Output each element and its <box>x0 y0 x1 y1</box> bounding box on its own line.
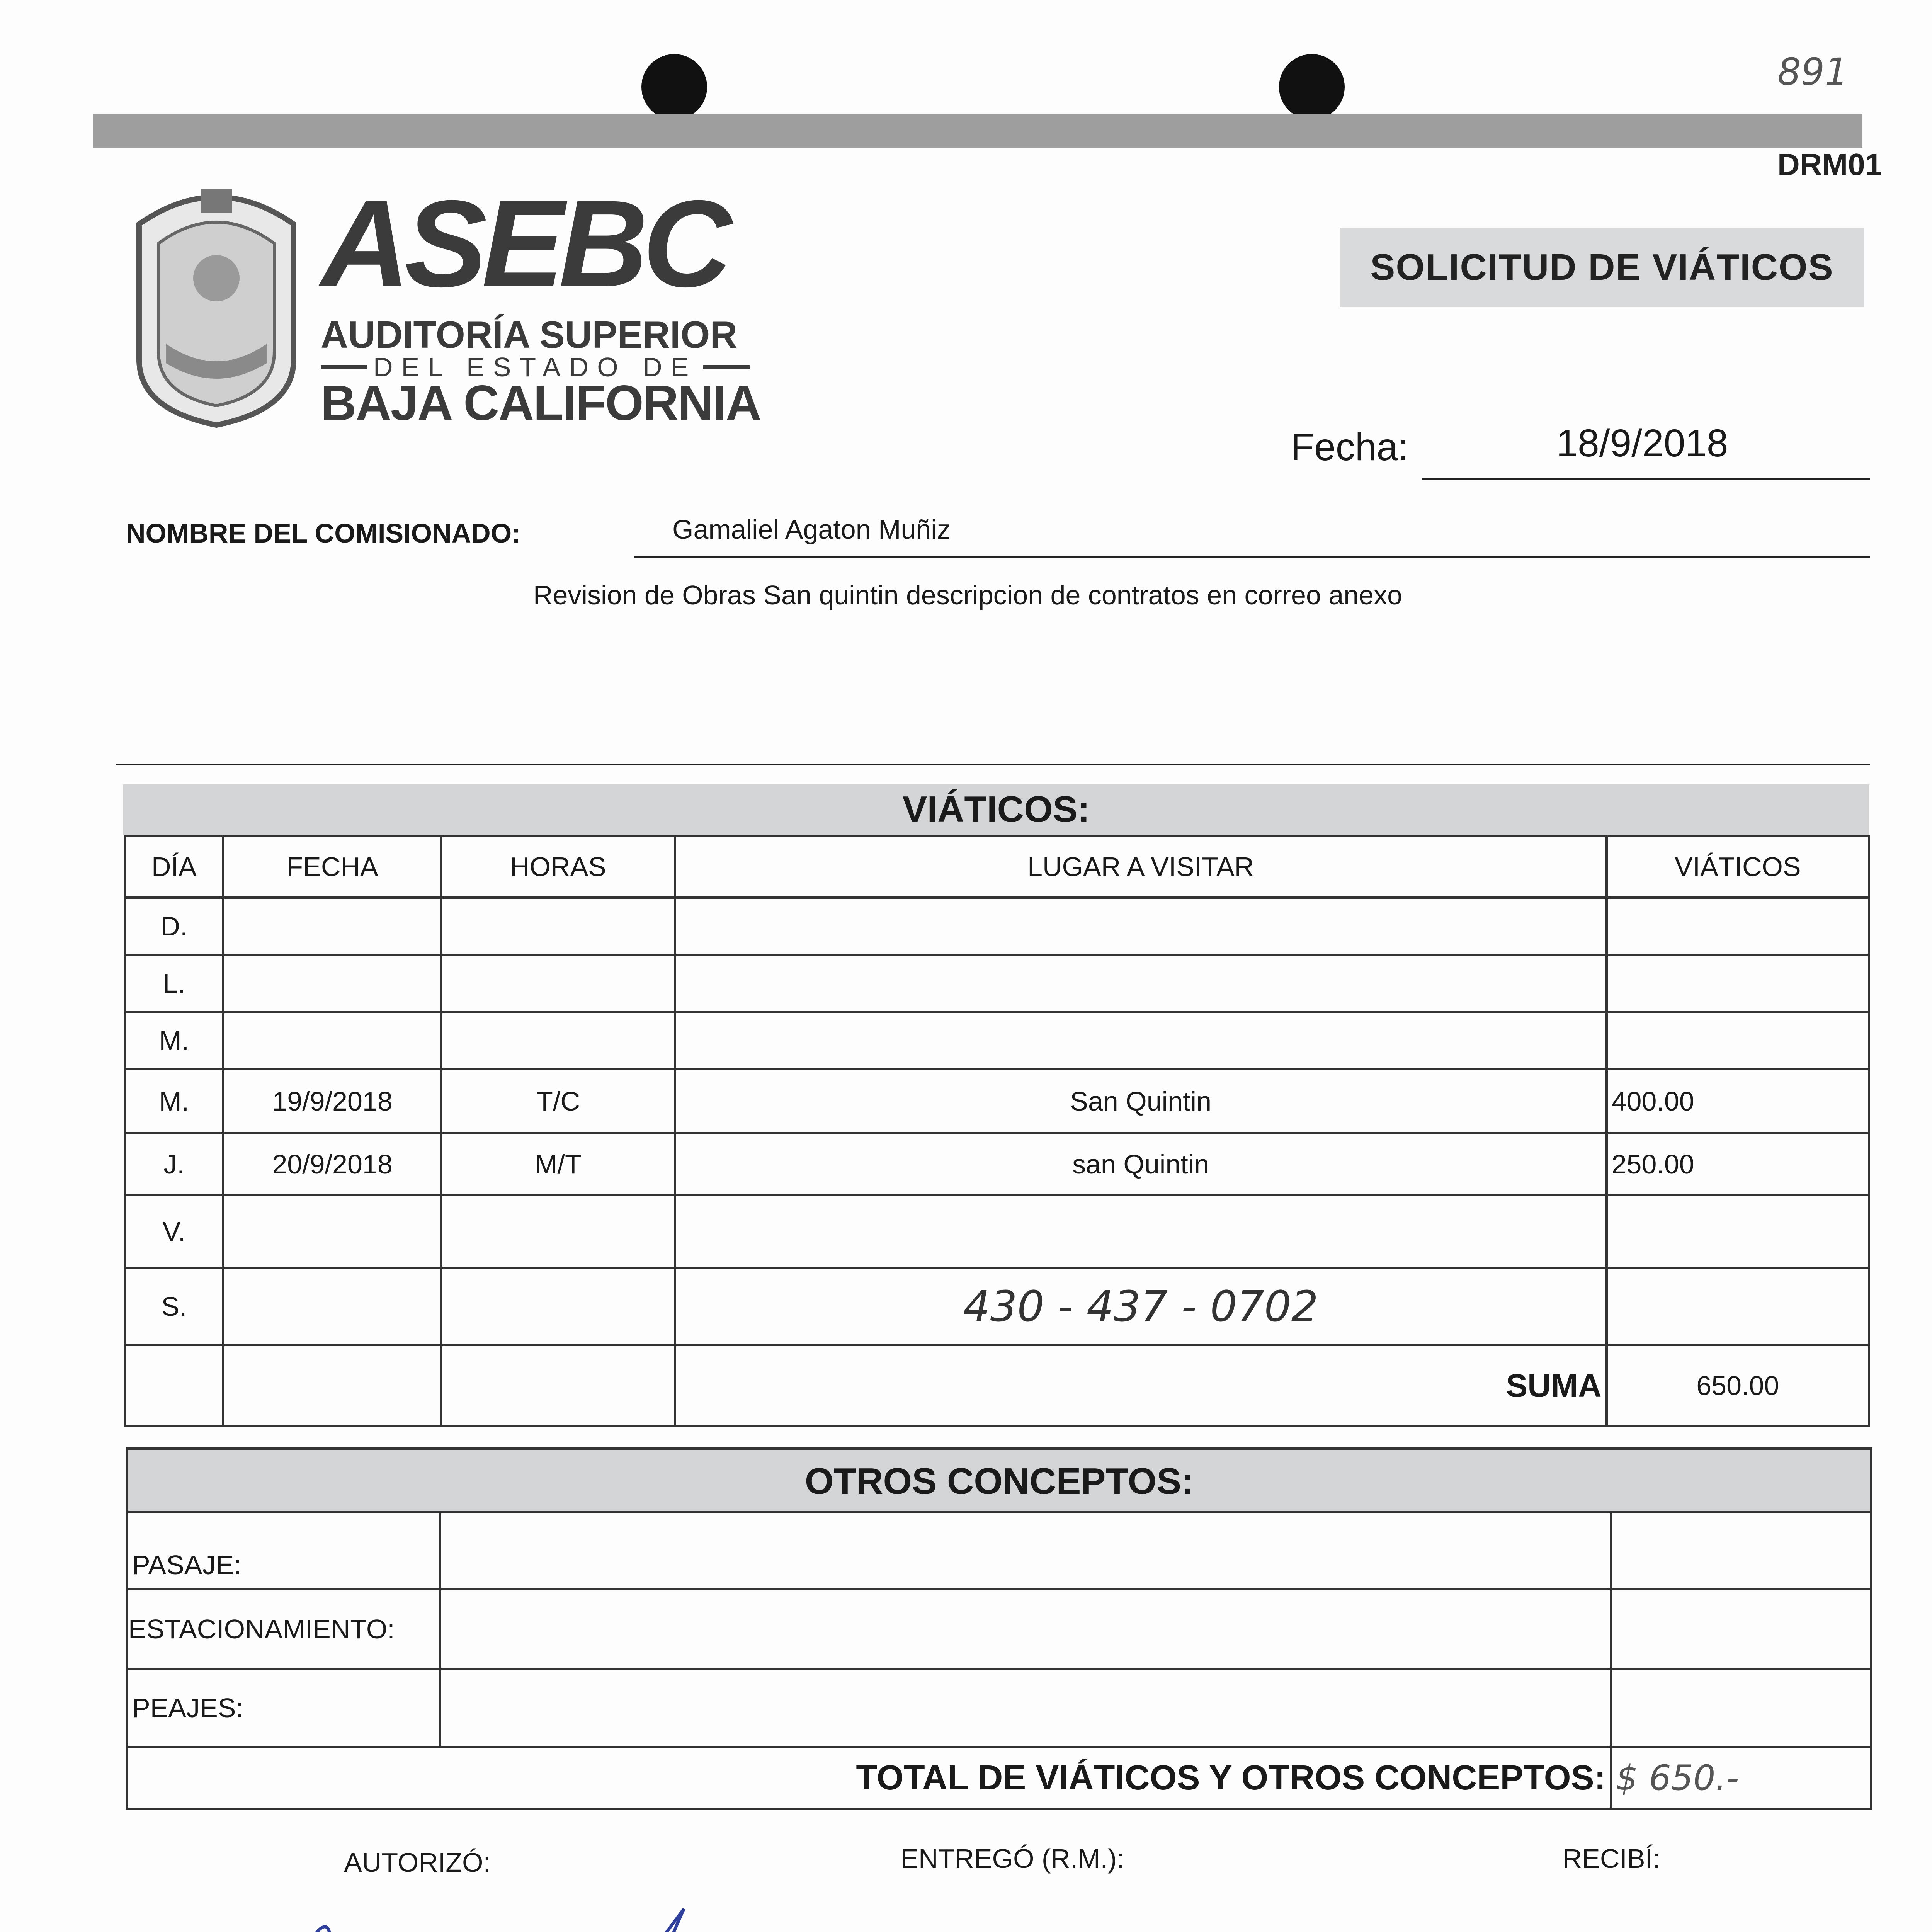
cell-horas <box>441 1012 675 1069</box>
table-row <box>127 1669 1871 1747</box>
table-row <box>125 1133 1869 1195</box>
table-row <box>125 898 1869 955</box>
otros-band <box>126 1447 1872 1511</box>
fecha-underline <box>1422 478 1870 480</box>
comisionado-value: Gamaliel Agaton Muñiz <box>672 514 951 544</box>
fecha-value: 18/9/2018 <box>1556 422 1728 465</box>
total-value-handwritten: $ 650.- <box>1611 1747 1871 1809</box>
table-row <box>125 1012 1869 1069</box>
cell-viaticos: 400.00 <box>1607 1069 1869 1133</box>
cell-lugar-handwritten: 430 - 437 - 0702 <box>675 1268 1607 1345</box>
total-row <box>127 1747 1871 1809</box>
form-title-box <box>1340 228 1864 307</box>
suma-row <box>125 1345 1869 1426</box>
cell-fecha <box>223 955 442 1012</box>
viaticos-table <box>124 835 1870 1427</box>
description-underline <box>116 764 1870 765</box>
viaticos-band <box>123 784 1869 835</box>
col-fecha: FECHA <box>223 836 442 898</box>
table-row <box>125 1195 1869 1268</box>
cell-viaticos <box>1607 1012 1869 1069</box>
cell-fecha <box>223 898 442 955</box>
recibi-header: RECIBÍ: <box>1562 1844 1660 1874</box>
cell-fecha: 20/9/2018 <box>223 1133 442 1195</box>
cell-lugar: San Quintin <box>675 1069 1607 1133</box>
col-dia: DÍA <box>125 836 223 898</box>
table-row <box>127 1512 1871 1589</box>
col-viaticos: VIÁTICOS <box>1607 836 1869 898</box>
cell-viaticos <box>1607 1268 1869 1345</box>
top-bar <box>93 114 1862 148</box>
entrego-header: ENTREGÓ (R.M.): <box>900 1844 1124 1874</box>
otros-label: ESTACIONAMIENTO: <box>127 1589 440 1669</box>
handwritten-page-number: 891 <box>1777 50 1849 94</box>
table-row <box>125 1268 1869 1345</box>
cell-lugar <box>675 898 1607 955</box>
form-title: SOLICITUD DE VIÁTICOS <box>1370 247 1834 288</box>
cell-dia: J. <box>125 1133 223 1195</box>
cell-horas <box>441 1268 675 1345</box>
otros-amount <box>1611 1512 1871 1589</box>
cell-viaticos: 250.00 <box>1607 1133 1869 1195</box>
otros-amount <box>1611 1589 1871 1669</box>
punch-hole-right <box>1279 54 1345 120</box>
seal-icon <box>124 178 309 433</box>
cell-dia: D. <box>125 898 223 955</box>
cell-fecha <box>223 1268 442 1345</box>
comisionado-underline <box>634 556 1870 558</box>
cell-horas <box>441 1195 675 1268</box>
viaticos-title: VIÁTICOS: <box>902 789 1090 830</box>
cell-lugar <box>675 1012 1607 1069</box>
form-code: DRM01 <box>1777 147 1883 182</box>
viaticos-header-row <box>125 836 1869 898</box>
cell-lugar: san Quintin <box>675 1133 1607 1195</box>
cell-horas: M/T <box>441 1133 675 1195</box>
cell-viaticos <box>1607 1195 1869 1268</box>
otros-desc <box>440 1669 1611 1747</box>
cell-fecha <box>223 1012 442 1069</box>
punch-hole-left <box>641 54 707 120</box>
col-horas: HORAS <box>441 836 675 898</box>
autorizo-header: AUTORIZÓ: <box>344 1847 491 1878</box>
table-row <box>125 1069 1869 1133</box>
logo-line3: BAJA CALIFORNIA <box>321 376 761 431</box>
suma-label: SUMA <box>675 1345 1607 1426</box>
cell-dia: M. <box>125 1012 223 1069</box>
cell-lugar <box>675 955 1607 1012</box>
cell-horas <box>441 955 675 1012</box>
cell-fecha <box>223 1195 442 1268</box>
fecha-label: Fecha: <box>1291 425 1409 469</box>
table-row <box>127 1589 1871 1669</box>
cell-dia: M. <box>125 1069 223 1133</box>
signature-autorizo-icon <box>97 1893 715 1932</box>
cell-lugar <box>675 1195 1607 1268</box>
logo-line2-text: DEL ESTADO DE <box>373 352 697 382</box>
cell-dia: S. <box>125 1268 223 1345</box>
total-label: TOTAL DE VIÁTICOS Y OTROS CONCEPTOS: <box>127 1747 1611 1809</box>
otros-label: PEAJES: <box>127 1669 440 1747</box>
cell-dia: V. <box>125 1195 223 1268</box>
otros-label: PASAJE: <box>127 1512 440 1589</box>
otros-table <box>126 1511 1872 1810</box>
description: Revision de Obras San quintin descripcion de contratos en correo anexo <box>533 580 1403 610</box>
cell-viaticos <box>1607 955 1869 1012</box>
comisionado-label: NOMBRE DEL COMISIONADO: <box>126 518 521 548</box>
table-row <box>125 955 1869 1012</box>
otros-title: OTROS CONCEPTOS: <box>804 1461 1194 1502</box>
logo-line1: AUDITORÍA SUPERIOR <box>321 313 738 356</box>
otros-amount <box>1611 1669 1871 1747</box>
logo-acronym: ASEBC <box>321 174 727 313</box>
col-lugar: LUGAR A VISITAR <box>675 836 1607 898</box>
cell-viaticos <box>1607 898 1869 955</box>
cell-fecha: 19/9/2018 <box>223 1069 442 1133</box>
cell-horas <box>441 898 675 955</box>
cell-horas: T/C <box>441 1069 675 1133</box>
cell-dia: L. <box>125 955 223 1012</box>
otros-desc <box>440 1512 1611 1589</box>
otros-desc <box>440 1589 1611 1669</box>
suma-value: 650.00 <box>1607 1345 1869 1426</box>
